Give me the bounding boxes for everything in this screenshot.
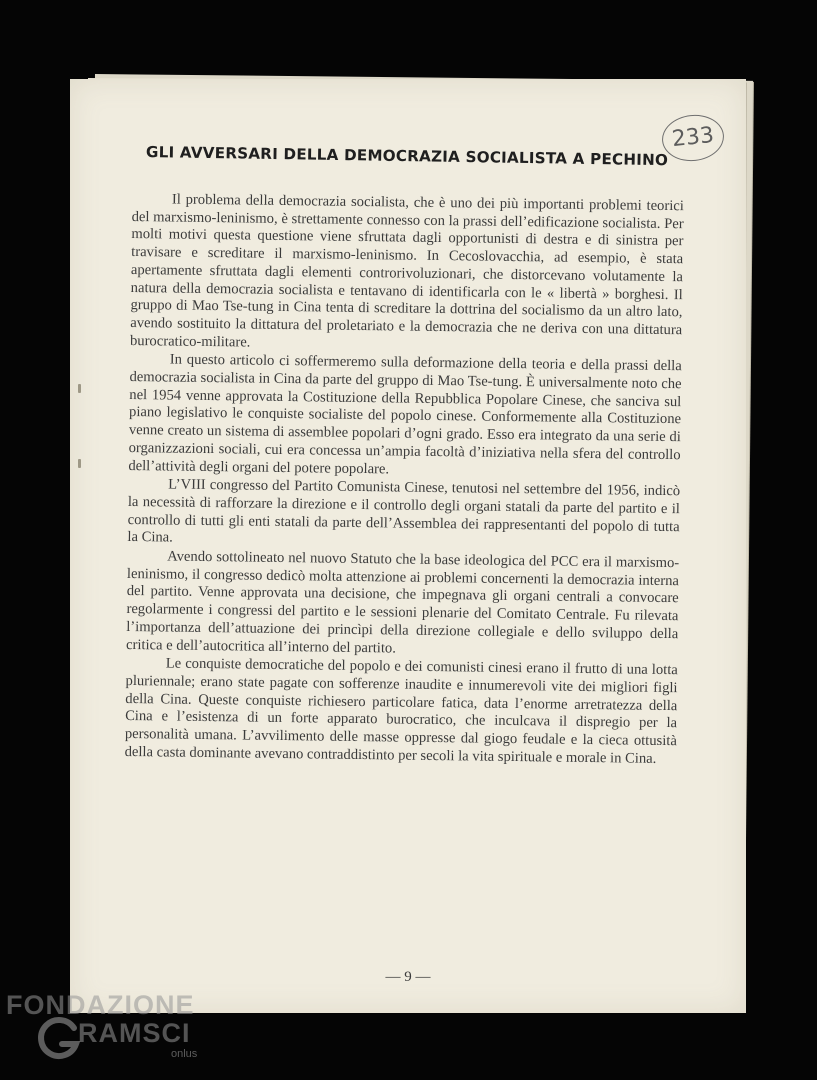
watermark-line-2: RAMSCI <box>78 1018 191 1048</box>
document-page <box>70 79 746 1013</box>
paragraph-3: L’VIII congresso del Partito Comunista Cinese, tenutosi nel settembre del 1956, indicò la necessità di rafforzare la direzione e il controllo degli organi statali da parte del partito e il controllo di tutti gli enti statali da parte dell’Assemblea dei rappresentanti del popolo di tutta la Cina. <box>127 476 681 546</box>
article-body <box>125 191 684 770</box>
watermark-g-logo-icon <box>36 1016 82 1062</box>
watermark-line-1: FONDAZIONE <box>6 990 195 1020</box>
article-title: GLI AVVERSARI DELLA DEMOCRAZIA SOCIALISTA A PECHINO <box>145 143 669 170</box>
page-number: — 9 — <box>385 969 431 985</box>
archive-stamp: 233 <box>660 112 726 164</box>
paragraph-1: Il problema della democrazia socialista, che è uno dei più importanti problemi teorici del marxismo-leninismo, è strettamente connesso con la prassi dell’edificazione socialista. Per molti motivi questa questione viene sfruttata dagli opportunisti di destra e di sinistra per travisare e screditare il marxismo-leninismo. In Cecoslovacchia, ad esempio, è stata apertamente sfruttata dagli elementi controrivoluzionari, che distorcevano volutamente la natura della democrazia socialista e tentavano di identificarla con le « libertà » borghesi. Il gruppo di Mao Tse-tung in Cina tenta di screditare la dottrina del socialismo da un altro lato, avendo sostituito la dittatura del proletariato e la democrazia che ne deriva con una dittatura burocratico-militare. <box>129 191 684 351</box>
paragraph-2: In questo articolo ci soffermeremo sulla deformazione della teoria e della prassi della democrazia socialista in Cina da parte del gruppo di Mao Tse-tung. È universalmente noto che nel 1954 venne approvata la Costituzione della Repubblica Popolare Cinese, che sanciva sul piano legislativo le conquiste socialiste del popolo cinese. Conformemente alla Costituzione venne creato un sistema di assemblee popolari d’ogni grado. Esso era integrato da una serie di organizzazioni sociali, cui era concessa un’ampia facoltà d’iniziativa nella sfera del controllo dell’attività degli organi del potere popolare. <box>128 351 682 477</box>
pencil-mark <box>118 107 125 132</box>
watermark-line-3: onlus <box>171 1048 198 1060</box>
paragraph-4: Avendo sottolineato nel nuovo Statuto che la base ideologica del PCC era il marxismo-leninismo, il congresso dedicò molta attenzione ai problemi concernenti la democrazia interna del partito. Venne approvata una decisione, che impegnava gli organi centrali a convocare regolarmente i congressi del partito e le sessioni plenarie del Comitato Centrale. Fu rilevata l’importanza dell’attuazione dei princìpi della direzione collegiale e dello sviluppo della critica e dell’autocritica all’interno del partito. <box>125 548 680 657</box>
paragraph-5: Le conquiste democratiche del popolo e dei comunisti cinesi erano il frutto di una lotta pluriennale; erano state pagate con sofferenze inaudite e innumerevoli vite dei migliori figli della Cina. Queste conquiste richiesero particolare fatica, data l’enorme arretratezza della Cina e l’esistenza di un forte apparato burocratico, che inculcava il dispregio per la personalità umana. L’avvilimento delle masse oppresse dal giogo feudale e la cieca ottusità della casta dominante avevano contraddistinto per secoli la vita spirituale e morale in Cina. <box>124 655 678 767</box>
foundation-watermark <box>6 990 206 1070</box>
